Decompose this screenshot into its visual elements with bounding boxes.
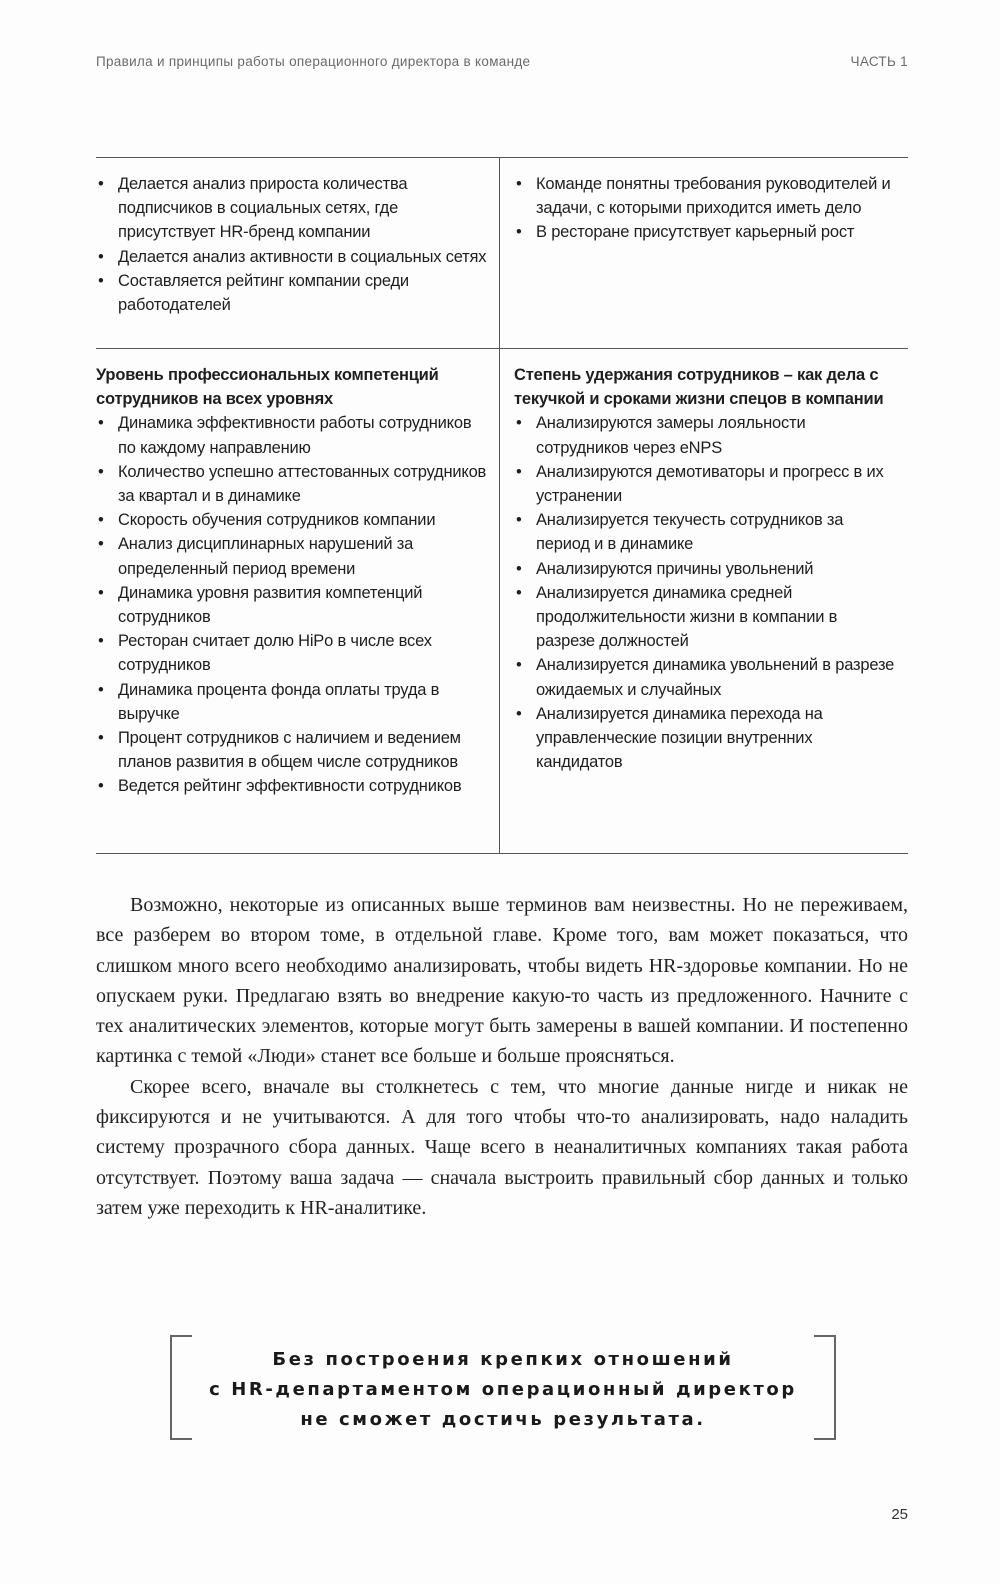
- table-row: [96, 348, 908, 853]
- list-item: • Составляется рейтинг компании среди работодателей: [96, 269, 491, 317]
- list-item: • Анализируется динамика перехода на управленческие позиции внутренних кандидатов: [514, 702, 898, 775]
- running-header-part: ЧАСТЬ 1: [850, 54, 908, 69]
- bullet-list: [96, 172, 491, 317]
- paragraph: Возможно, некоторые из описанных выше терминов вам неизвестны. Но не переживаем, все разберем во втором томе, в отдельной главе. Кроме того, вам может показаться, что слишком много всего необходимо анализировать, чтобы видеть HR-здоровье компании. Но не опускаем руки. Предлагаю взять во внедрение какую-то часть из предложенного. Начните с тех аналитических элементов, которые могут быть замерены в вашей компании. И постепенно картинка с темой «Люди» станет все больше и больше проясняться.: [96, 894, 908, 1068]
- quote-text: [170, 1345, 836, 1435]
- quote-line: не сможет достичь результата.: [300, 1409, 706, 1430]
- quote-line: с HR-департаментом операционный директор: [209, 1379, 797, 1400]
- metrics-table: [96, 157, 908, 854]
- body-text: [96, 890, 908, 1223]
- list-item: • Анализируются демотиваторы и прогресс в их устранении: [514, 460, 898, 508]
- pull-quote: [170, 1335, 836, 1440]
- list-item: • Ресторан считает долю HiPo в числе всех сотрудников: [96, 629, 491, 677]
- list-item: • Скорость обучения сотрудников компании: [96, 508, 491, 532]
- list-item: • Динамика уровня развития компетенций сотрудников: [96, 581, 491, 629]
- table-cell: [96, 158, 500, 348]
- quote-line: Без построения крепких отношений: [272, 1349, 734, 1370]
- list-item: • Количество успешно аттестованных сотрудников за квартал и в динамике: [96, 460, 491, 508]
- table-cell: [500, 158, 908, 348]
- cell-heading: Уровень профессиональных компетенций сотрудников на всех уровнях: [96, 366, 439, 409]
- running-header-title: Правила и принципы работы операционного директора в команде: [96, 54, 531, 69]
- list-item: • Анализируется текучесть сотрудников за период и в динамике: [514, 508, 898, 556]
- cell-heading: Степень удержания сотрудников – как дела с текучкой и сроками жизни спецов в компании: [514, 366, 884, 409]
- list-item: • Делается анализ активности в социальных сетях: [96, 245, 491, 269]
- table-cell: [96, 349, 500, 853]
- list-item: • Динамика процента фонда оплаты труда в выручке: [96, 678, 491, 726]
- list-item: • В ресторане присутствует карьерный рост: [514, 220, 898, 244]
- list-item: • Анализируется динамика средней продолжительности жизни в компании в разрезе должностей: [514, 581, 898, 654]
- list-item: • Делается анализ прироста количества подписчиков в социальных сетях, где присутствует HR-бренд компании: [96, 172, 491, 245]
- list-item: • Анализируется динамика увольнений в разрезе ожидаемых и случайных: [514, 653, 898, 701]
- list-item: • Динамика эффективности работы сотрудников по каждому направлению: [96, 411, 491, 459]
- list-item: • Команде понятны требования руководителей и задачи, с которыми приходится иметь дело: [514, 172, 898, 220]
- list-item: • Анализируются замеры лояльности сотрудников через eNPS: [514, 411, 898, 459]
- paragraph: Скорее всего, вначале вы столкнетесь с тем, что многие данные нигде и никак не фиксируются и не учитываются. А для того чтобы что-то анализировать, надо наладить систему прозрачного сбора данных. Чаще всего в неаналитичных компаниях такая работа отсутствует. Поэтому ваша задача — сначала выстроить правильный сбор данных и только затем уже переходить к HR-аналитике.: [96, 1075, 908, 1219]
- bullet-list: [96, 411, 491, 798]
- bullet-list: [514, 411, 898, 774]
- table-cell: [500, 349, 908, 853]
- list-item: • Анализируются причины увольнений: [514, 557, 898, 581]
- list-item: • Процент сотрудников с наличием и ведением планов развития в общем числе сотрудников: [96, 726, 491, 774]
- page-number: 25: [891, 1506, 908, 1523]
- table-row: [96, 158, 908, 348]
- list-item: • Анализ дисциплинарных нарушений за определенный период времени: [96, 532, 491, 580]
- list-item: • Ведется рейтинг эффективности сотрудников: [96, 774, 491, 798]
- bullet-list: [514, 172, 898, 245]
